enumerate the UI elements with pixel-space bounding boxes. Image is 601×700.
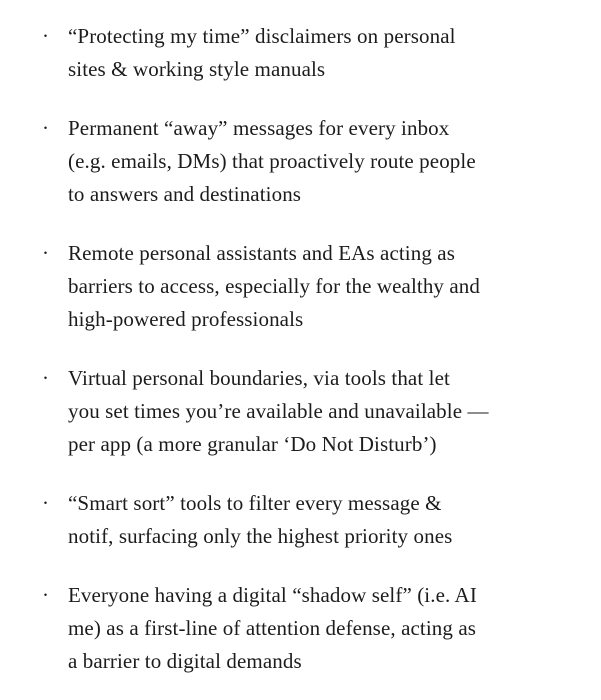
bullet-icon: · (42, 24, 49, 48)
list-item (42, 112, 583, 211)
list-item-line: Everyone having a digital “shadow self” (i.e. AI (68, 583, 477, 607)
list-item-line: sites & working style manuals (68, 57, 326, 81)
list-item-line: “Smart sort” tools to filter every message & (68, 491, 442, 515)
list-item-line: Virtual personal boundaries, via tools that let (68, 366, 450, 390)
list-item (42, 579, 583, 678)
bullet-icon: · (42, 116, 49, 140)
list-item-line: you set times you’re available and unavailable — (68, 399, 489, 423)
list-item (42, 237, 583, 336)
list-item-line: per app (a more granular ‘Do Not Disturb’) (68, 432, 437, 456)
list-item (42, 487, 583, 553)
list-item (42, 362, 583, 461)
list-item (42, 20, 583, 86)
list-item-text (68, 362, 583, 461)
bullet-icon: · (42, 366, 49, 390)
list-item-line: to answers and destinations (68, 182, 302, 206)
list-item-text (68, 20, 583, 86)
list-item-line: notif, surfacing only the highest priority ones (68, 524, 453, 548)
bullet-icon: · (42, 583, 49, 607)
bullet-list (42, 20, 583, 678)
bullet-icon: · (42, 241, 49, 265)
list-item-text (68, 487, 583, 553)
list-item-line: high-powered professionals (68, 307, 304, 331)
bullet-icon: · (42, 491, 49, 515)
list-item-line: “Protecting my time” disclaimers on personal (68, 24, 456, 48)
list-item-line: Permanent “away” messages for every inbox (68, 116, 450, 140)
list-item-line: me) as a first-line of attention defense, acting as (68, 616, 477, 640)
list-item-line: barriers to access, especially for the wealthy and (68, 274, 480, 298)
list-item-text (68, 237, 583, 336)
list-item-text (68, 579, 583, 678)
list-item-line: a barrier to digital demands (68, 649, 302, 673)
list-item-line: (e.g. emails, DMs) that proactively route people (68, 149, 476, 173)
list-item-text (68, 112, 583, 211)
list-item-line: Remote personal assistants and EAs acting as (68, 241, 455, 265)
